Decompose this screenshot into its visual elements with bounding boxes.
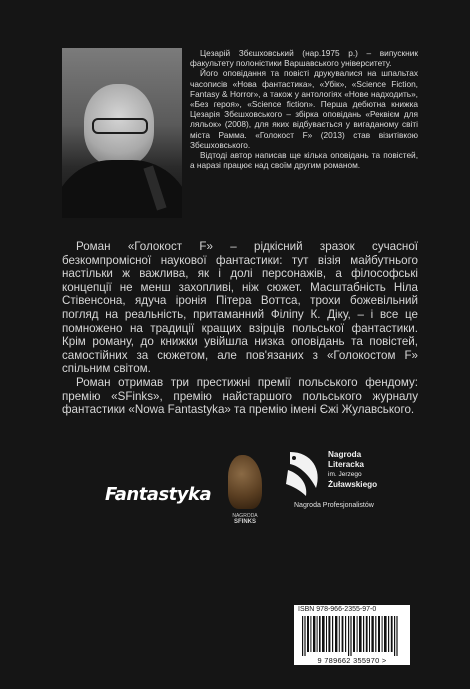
- zulawski-line2: Literacka: [328, 460, 364, 469]
- barcode: [294, 605, 410, 665]
- zulawski-line3: im. Jerzego: [328, 471, 362, 478]
- author-glasses: [92, 118, 148, 134]
- book-description: [62, 240, 418, 417]
- zulawski-line4: Żuławskiego: [328, 480, 378, 489]
- barcode-number: 9 789662 355970 >: [317, 656, 387, 665]
- fantastyka-logo: [105, 480, 212, 508]
- author-body: [62, 160, 182, 218]
- sfinks-label: [222, 513, 268, 525]
- fantastyka-logo-text: Fantastyka: [105, 483, 212, 505]
- author-photo: [62, 48, 182, 218]
- zulawski-emblem-icon: [282, 446, 328, 498]
- zulawski-award-logo: [282, 446, 402, 526]
- sfinks-statuette-icon: [228, 455, 262, 509]
- bio-paragraph: Цезарій Збєшховський (нар.1975 р.) – випускник факультету полоністики Варшавського університету.: [190, 48, 418, 69]
- zulawski-line1: Nagroda: [328, 450, 362, 459]
- barcode-bars: [302, 616, 402, 656]
- description-paragraph: Роман отримав три престижні премії польського фендому: премію «SFinks», премію найстаршого польського журналу фантастики «Nowa Fantastyka» та премію імені Єжі Жулавського.: [62, 375, 418, 417]
- zulawski-title: [328, 450, 377, 490]
- description-paragraph: Роман «Голокост F» – рідкісний зразок сучасної безкомпромісної наукової фантастики: тут візія майбутнього настільки ж важлива, як і долі персонажів, а філософські концепції не менш захопливі, ніж сюжет. Масштабність Ніла Стівенсона, ядуча іронія Пітера Воттса, трохи божевільний погляд на реальність, притаманний Філіпу К. Діку, – і все це помножено на традиції кращих взірців польської фантастики. Крім роману, до книжки увійшла низка оповідань та повістей, самостійних за сюжетом, але пов'язаних з «Голокостом F» спільним світом.: [62, 240, 418, 376]
- sfinks-label-line2: SFINKS: [233, 519, 256, 525]
- bio-paragraph: Його оповідання та повісті друкувалися на шпальтах часописів «Нова фантастика», «Убік», «Science Fiction, Fantasy & Horror», а також у антологіях «Нове надходить», «Без героя», «Science fiction». Перша дебютна книжка Цезарія Збєшховського – збірка оповідань «Реквієм для ляльок» (2008), для яких відбувається у вигаданому світі міста Рамма. «Голокост F» (2013) став візитівкою Збєшховського.: [190, 68, 418, 150]
- sfinks-label-line1: NAGRODA: [232, 513, 258, 519]
- bio-paragraph: Відтоді автор написав ще кілька оповідань та повістей, а наразі працює над своїм другим романом.: [190, 150, 418, 171]
- zulawski-caption: Nagroda Profesjonalistów: [294, 502, 374, 509]
- sfinks-award-logo: [222, 455, 268, 531]
- isbn-text: ISBN 978-966-2355-97-0: [298, 606, 377, 613]
- author-bio: [190, 48, 418, 170]
